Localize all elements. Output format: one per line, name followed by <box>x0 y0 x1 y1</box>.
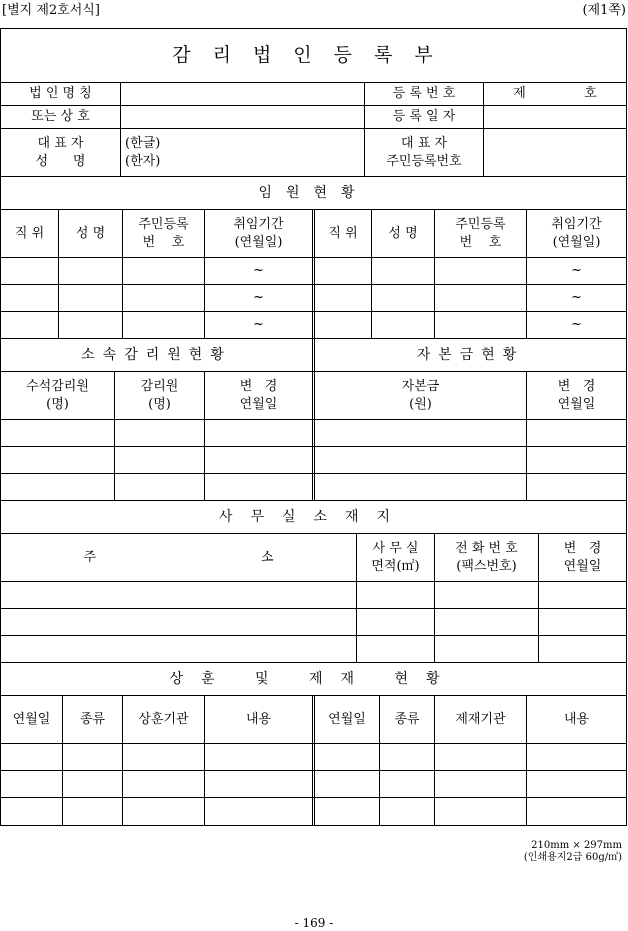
rep-name-field[interactable]: (한글) (한자) <box>121 129 365 176</box>
table-row <box>1 312 626 339</box>
table-row <box>1 582 626 609</box>
office-col-phone: 전 화 번 호 (팩스번호) <box>435 534 539 581</box>
auditors-col-count: 감리원 (명) <box>115 372 205 419</box>
reg-date-field[interactable] <box>484 106 626 128</box>
term-tilde: ~ <box>571 317 582 333</box>
awards-col-agency: 상훈기관 <box>123 696 205 743</box>
corp-name-field-2[interactable] <box>121 106 365 128</box>
rep-id-label: 대 표 자 주민등록번호 <box>365 129 484 176</box>
awards-col-content: 내용 <box>205 696 315 743</box>
office-col-date: 변 경 연월일 <box>563 540 602 574</box>
capital-title: 자본금현황 <box>416 346 525 363</box>
table-row <box>1 474 626 501</box>
capital-col-amount: 자본금 (원) <box>315 372 527 419</box>
reg-no-field[interactable]: 제 호 <box>513 86 597 102</box>
table-row <box>1 609 626 636</box>
form-number: [별지 제2호서식] <box>2 3 100 18</box>
term-tilde: ~ <box>205 285 315 311</box>
reg-date-label: 등 록 일 자 <box>365 106 484 128</box>
page-label: (제1쪽) <box>582 3 626 18</box>
officers-col-position: 직 위 <box>1 210 59 257</box>
auditors-col-date: 변 경 연월일 <box>205 372 315 419</box>
corp-name-label: 법 인 명 칭 <box>1 83 121 105</box>
table-row <box>1 258 626 285</box>
rep-id-field[interactable] <box>484 129 626 176</box>
term-tilde: ~ <box>205 312 315 338</box>
table-row <box>1 420 626 447</box>
auditors-col-senior: 수석감리원 (명) <box>1 372 115 419</box>
rep-name-label: 대 표 자 성 명 <box>1 129 121 176</box>
officers-col-term-2: 취임기간 (연월일) <box>551 216 602 250</box>
office-title: 사무실소재지 <box>218 508 409 525</box>
auditors-title: 소속감리원현황 <box>1 339 315 371</box>
table-row <box>1 771 626 798</box>
form-title: 감리법인등록부 <box>172 43 455 66</box>
office-col-area: 사 무 실 면적(㎡) <box>357 534 435 581</box>
capital-col-date: 변 경 연월일 <box>557 378 596 412</box>
sanctions-col-type: 종류 <box>380 696 435 743</box>
office-col-address: 주 소 <box>1 534 357 581</box>
term-tilde: ~ <box>205 258 315 284</box>
officers-col-name-2: 성 명 <box>372 210 435 257</box>
table-row <box>1 447 626 474</box>
term-tilde: ~ <box>571 263 582 279</box>
sanctions-col-date: 연월일 <box>315 696 380 743</box>
awards-col-type: 종류 <box>63 696 123 743</box>
officers-title: 임원현황 <box>258 184 369 201</box>
awards-col-date: 연월일 <box>1 696 63 743</box>
registration-form <box>0 28 627 826</box>
term-tilde: ~ <box>571 290 582 306</box>
officers-col-id: 주민등록 번 호 <box>123 210 205 257</box>
corp-name-field[interactable] <box>121 83 365 105</box>
table-row <box>1 636 626 663</box>
paper-spec: 210mm × 297mm (인쇄용지2급 60g/㎡) <box>523 840 622 863</box>
table-row <box>1 285 626 312</box>
reg-no-label: 등 록 번 호 <box>365 83 484 105</box>
officers-col-position-2: 직 위 <box>315 210 372 257</box>
officers-col-name: 성 명 <box>59 210 123 257</box>
table-row <box>1 798 626 825</box>
sanctions-col-agency: 제재기관 <box>435 696 527 743</box>
page-number: - 169 - <box>294 916 334 930</box>
officers-col-term: 취임기간 (연월일) <box>205 210 315 257</box>
table-row <box>1 744 626 771</box>
officers-col-id-2: 주민등록 번 호 <box>435 210 527 257</box>
sanctions-col-content: 내용 <box>563 711 590 727</box>
corp-name-label-2: 또는 상 호 <box>1 106 121 128</box>
officers-header-row <box>1 210 626 258</box>
awards-title: 상훈 및 제재 현황 <box>169 670 458 687</box>
